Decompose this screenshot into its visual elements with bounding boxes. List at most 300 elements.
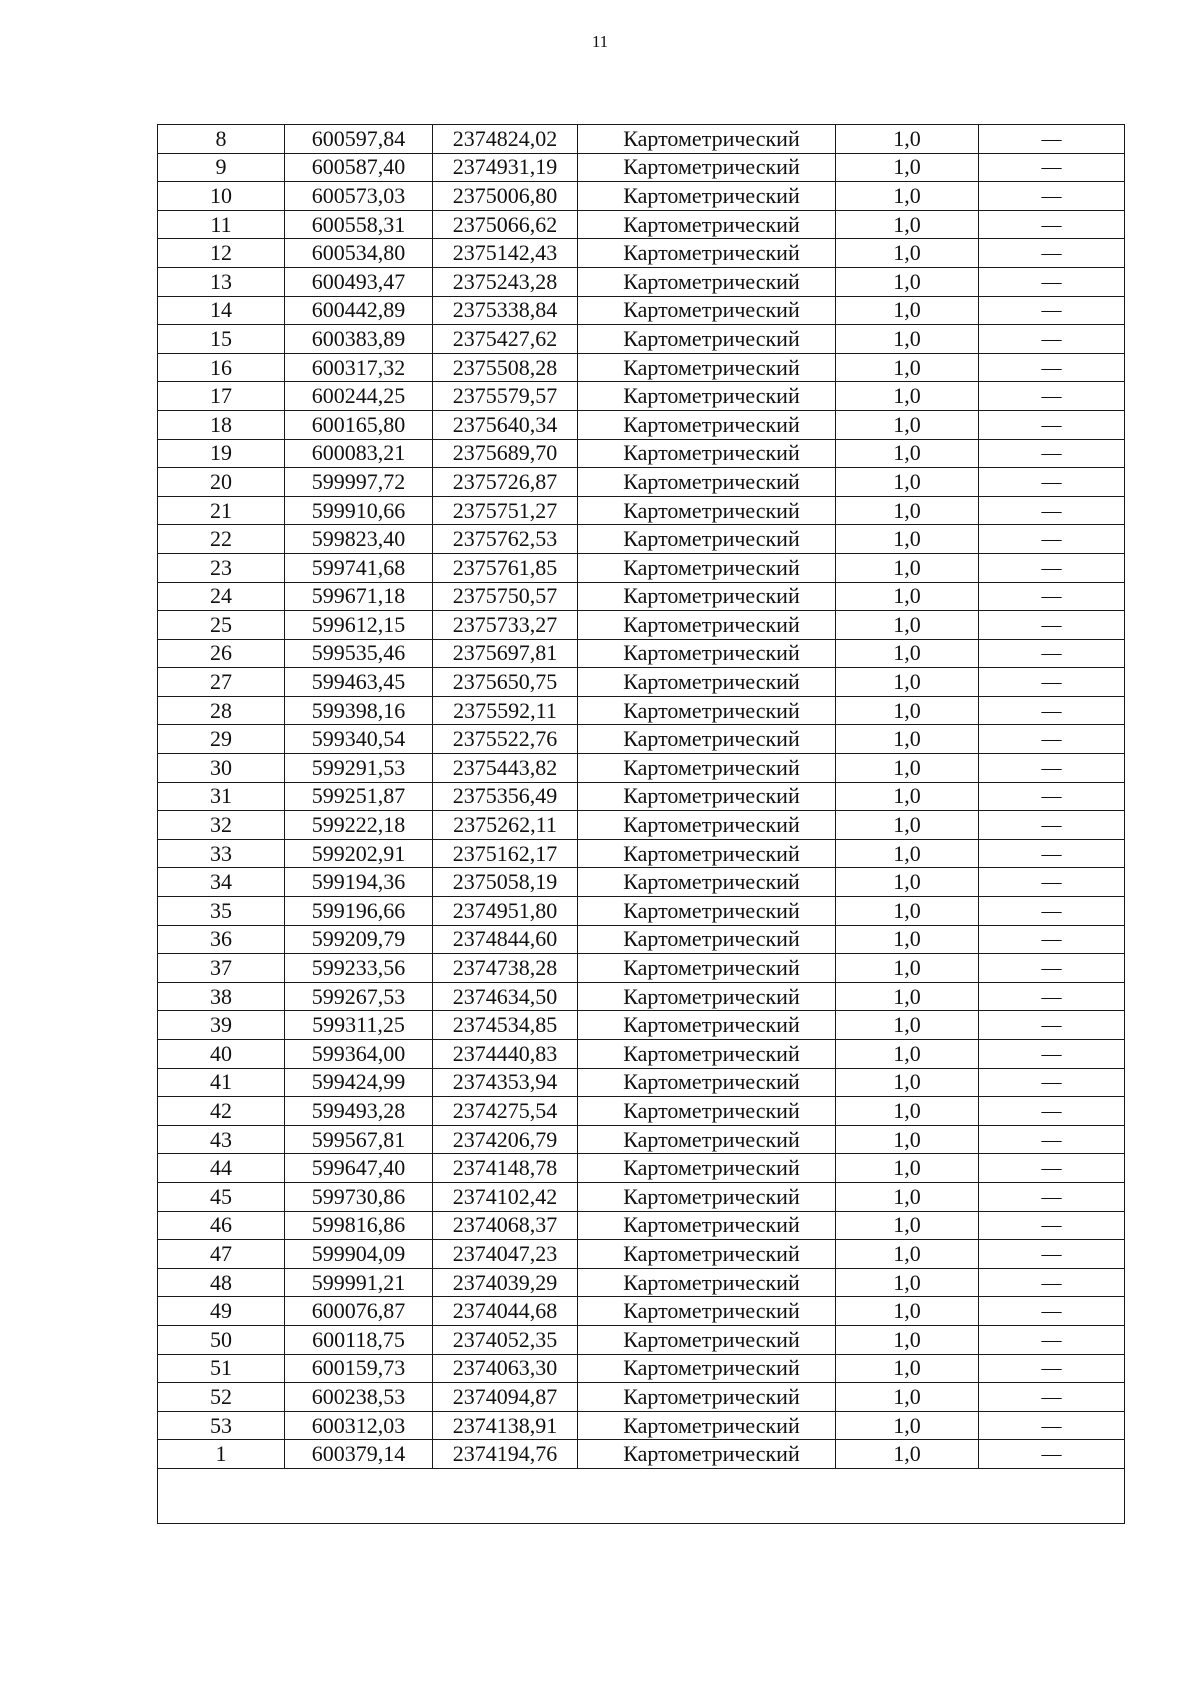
method-cell: Картометрический [578, 925, 836, 954]
table-row [158, 496, 1125, 525]
method-cell: Картометрический [578, 1011, 836, 1040]
accuracy-cell: 1,0 [836, 1297, 979, 1326]
note-cell: — [979, 1182, 1125, 1211]
y-coordinate-cell: 2374824,02 [433, 125, 578, 154]
y-coordinate-cell: 2374951,80 [433, 897, 578, 926]
table-row [158, 1411, 1125, 1440]
x-coordinate-cell: 599904,09 [285, 1240, 433, 1269]
accuracy-cell: 1,0 [836, 611, 979, 640]
note-cell: — [979, 153, 1125, 182]
method-cell: Картометрический [578, 1068, 836, 1097]
point-number-cell: 31 [158, 782, 285, 811]
point-number-cell: 51 [158, 1354, 285, 1383]
method-cell: Картометрический [578, 897, 836, 926]
method-cell: Картометрический [578, 611, 836, 640]
accuracy-cell: 1,0 [836, 267, 979, 296]
table-row [158, 1240, 1125, 1269]
x-coordinate-cell: 600238,53 [285, 1383, 433, 1412]
y-coordinate-cell: 2375243,28 [433, 267, 578, 296]
y-coordinate-cell: 2375579,57 [433, 382, 578, 411]
point-number-cell: 8 [158, 125, 285, 154]
table-row [158, 1268, 1125, 1297]
accuracy-cell: 1,0 [836, 754, 979, 783]
table-row [158, 611, 1125, 640]
accuracy-cell: 1,0 [836, 1325, 979, 1354]
table-row [158, 1297, 1125, 1326]
accuracy-cell: 1,0 [836, 582, 979, 611]
y-coordinate-cell: 2374068,37 [433, 1211, 578, 1240]
point-number-cell: 29 [158, 725, 285, 754]
point-number-cell: 14 [158, 296, 285, 325]
y-coordinate-cell: 2374044,68 [433, 1297, 578, 1326]
method-cell: Картометрический [578, 267, 836, 296]
x-coordinate-cell: 599997,72 [285, 468, 433, 497]
x-coordinate-cell: 599251,87 [285, 782, 433, 811]
x-coordinate-cell: 599194,36 [285, 868, 433, 897]
point-number-cell: 18 [158, 410, 285, 439]
y-coordinate-cell: 2374353,94 [433, 1068, 578, 1097]
coordinates-table [157, 124, 1125, 1524]
y-coordinate-cell: 2375689,70 [433, 439, 578, 468]
note-cell: — [979, 1097, 1125, 1126]
table-row [158, 868, 1125, 897]
note-cell: — [979, 754, 1125, 783]
y-coordinate-cell: 2375726,87 [433, 468, 578, 497]
table-row [158, 1325, 1125, 1354]
note-cell: — [979, 668, 1125, 697]
point-number-cell: 41 [158, 1068, 285, 1097]
method-cell: Картометрический [578, 725, 836, 754]
method-cell: Картометрический [578, 239, 836, 268]
method-cell: Картометрический [578, 1211, 836, 1240]
table-row [158, 582, 1125, 611]
note-cell: — [979, 1354, 1125, 1383]
table-row [158, 811, 1125, 840]
x-coordinate-cell: 600587,40 [285, 153, 433, 182]
coordinates-table-body [158, 125, 1125, 1524]
x-coordinate-cell: 599291,53 [285, 754, 433, 783]
y-coordinate-cell: 2374047,23 [433, 1240, 578, 1269]
table-row [158, 353, 1125, 382]
method-cell: Картометрический [578, 639, 836, 668]
x-coordinate-cell: 599741,68 [285, 553, 433, 582]
note-cell: — [979, 496, 1125, 525]
note-cell: — [979, 468, 1125, 497]
point-number-cell: 10 [158, 182, 285, 211]
x-coordinate-cell: 600558,31 [285, 210, 433, 239]
x-coordinate-cell: 599364,00 [285, 1040, 433, 1069]
table-row [158, 925, 1125, 954]
y-coordinate-cell: 2374138,91 [433, 1411, 578, 1440]
method-cell: Картометрический [578, 1125, 836, 1154]
y-coordinate-cell: 2375750,57 [433, 582, 578, 611]
method-cell: Картометрический [578, 954, 836, 983]
point-number-cell: 30 [158, 754, 285, 783]
table-row [158, 754, 1125, 783]
accuracy-cell: 1,0 [836, 296, 979, 325]
table-row [158, 1040, 1125, 1069]
x-coordinate-cell: 600493,47 [285, 267, 433, 296]
table-row [158, 668, 1125, 697]
method-cell: Картометрический [578, 182, 836, 211]
y-coordinate-cell: 2374039,29 [433, 1268, 578, 1297]
x-coordinate-cell: 599612,15 [285, 611, 433, 640]
y-coordinate-cell: 2375443,82 [433, 754, 578, 783]
point-number-cell: 34 [158, 868, 285, 897]
note-cell: — [979, 839, 1125, 868]
y-coordinate-cell: 2375650,75 [433, 668, 578, 697]
y-coordinate-cell: 2374206,79 [433, 1125, 578, 1154]
note-cell: — [979, 210, 1125, 239]
note-cell: — [979, 582, 1125, 611]
x-coordinate-cell: 599730,86 [285, 1182, 433, 1211]
point-number-cell: 50 [158, 1325, 285, 1354]
table-row [158, 1068, 1125, 1097]
note-cell: — [979, 1211, 1125, 1240]
point-number-cell: 17 [158, 382, 285, 411]
x-coordinate-cell: 600442,89 [285, 296, 433, 325]
accuracy-cell: 1,0 [836, 696, 979, 725]
method-cell: Картометрический [578, 839, 836, 868]
note-cell: — [979, 325, 1125, 354]
method-cell: Картометрический [578, 496, 836, 525]
accuracy-cell: 1,0 [836, 410, 979, 439]
note-cell: — [979, 125, 1125, 154]
y-coordinate-cell: 2374440,83 [433, 1040, 578, 1069]
table-row [158, 1211, 1125, 1240]
method-cell: Картометрический [578, 1182, 836, 1211]
y-coordinate-cell: 2374275,54 [433, 1097, 578, 1126]
x-coordinate-cell: 599567,81 [285, 1125, 433, 1154]
y-coordinate-cell: 2375006,80 [433, 182, 578, 211]
accuracy-cell: 1,0 [836, 668, 979, 697]
note-cell: — [979, 725, 1125, 754]
note-cell: — [979, 868, 1125, 897]
accuracy-cell: 1,0 [836, 439, 979, 468]
table-row [158, 954, 1125, 983]
accuracy-cell: 1,0 [836, 639, 979, 668]
table-row [158, 468, 1125, 497]
note-cell: — [979, 1383, 1125, 1412]
x-coordinate-cell: 600159,73 [285, 1354, 433, 1383]
accuracy-cell: 1,0 [836, 839, 979, 868]
accuracy-cell: 1,0 [836, 1240, 979, 1269]
table-row [158, 1383, 1125, 1412]
note-cell: — [979, 1268, 1125, 1297]
note-cell: — [979, 982, 1125, 1011]
method-cell: Картометрический [578, 210, 836, 239]
x-coordinate-cell: 599222,18 [285, 811, 433, 840]
point-number-cell: 9 [158, 153, 285, 182]
x-coordinate-cell: 600118,75 [285, 1325, 433, 1354]
method-cell: Картометрический [578, 325, 836, 354]
y-coordinate-cell: 2375592,11 [433, 696, 578, 725]
method-cell: Картометрический [578, 1325, 836, 1354]
point-number-cell: 39 [158, 1011, 285, 1040]
accuracy-cell: 1,0 [836, 553, 979, 582]
point-number-cell: 45 [158, 1182, 285, 1211]
note-cell: — [979, 1011, 1125, 1040]
method-cell: Картометрический [578, 868, 836, 897]
accuracy-cell: 1,0 [836, 353, 979, 382]
method-cell: Картометрический [578, 1268, 836, 1297]
point-number-cell: 35 [158, 897, 285, 926]
note-cell: — [979, 1440, 1125, 1469]
accuracy-cell: 1,0 [836, 982, 979, 1011]
y-coordinate-cell: 2375142,43 [433, 239, 578, 268]
x-coordinate-cell: 599424,99 [285, 1068, 433, 1097]
x-coordinate-cell: 600312,03 [285, 1411, 433, 1440]
y-coordinate-cell: 2375522,76 [433, 725, 578, 754]
accuracy-cell: 1,0 [836, 1182, 979, 1211]
point-number-cell: 26 [158, 639, 285, 668]
note-cell: — [979, 954, 1125, 983]
table-row [158, 982, 1125, 1011]
note-cell: — [979, 182, 1125, 211]
note-cell: — [979, 1325, 1125, 1354]
y-coordinate-cell: 2375427,62 [433, 325, 578, 354]
note-cell: — [979, 439, 1125, 468]
point-number-cell: 13 [158, 267, 285, 296]
note-cell: — [979, 925, 1125, 954]
method-cell: Картометрический [578, 382, 836, 411]
accuracy-cell: 1,0 [836, 925, 979, 954]
y-coordinate-cell: 2374634,50 [433, 982, 578, 1011]
accuracy-cell: 1,0 [836, 239, 979, 268]
accuracy-cell: 1,0 [836, 1154, 979, 1183]
accuracy-cell: 1,0 [836, 382, 979, 411]
y-coordinate-cell: 2375697,81 [433, 639, 578, 668]
table-row [158, 553, 1125, 582]
note-cell: — [979, 410, 1125, 439]
method-cell: Картометрический [578, 525, 836, 554]
y-coordinate-cell: 2375751,27 [433, 496, 578, 525]
table-row [158, 839, 1125, 868]
x-coordinate-cell: 600379,14 [285, 1440, 433, 1469]
note-cell: — [979, 897, 1125, 926]
table-row [158, 325, 1125, 354]
method-cell: Картометрический [578, 553, 836, 582]
y-coordinate-cell: 2375162,17 [433, 839, 578, 868]
point-number-cell: 49 [158, 1297, 285, 1326]
y-coordinate-cell: 2374094,87 [433, 1383, 578, 1412]
table-row [158, 696, 1125, 725]
y-coordinate-cell: 2375508,28 [433, 353, 578, 382]
y-coordinate-cell: 2374534,85 [433, 1011, 578, 1040]
point-number-cell: 44 [158, 1154, 285, 1183]
point-number-cell: 38 [158, 982, 285, 1011]
accuracy-cell: 1,0 [836, 1354, 979, 1383]
point-number-cell: 33 [158, 839, 285, 868]
accuracy-cell: 1,0 [836, 1383, 979, 1412]
method-cell: Картометрический [578, 782, 836, 811]
table-row [158, 296, 1125, 325]
x-coordinate-cell: 600083,21 [285, 439, 433, 468]
point-number-cell: 52 [158, 1383, 285, 1412]
page-number: 11 [591, 32, 609, 51]
note-cell: — [979, 353, 1125, 382]
accuracy-cell: 1,0 [836, 1268, 979, 1297]
y-coordinate-cell: 2375762,53 [433, 525, 578, 554]
note-cell: — [979, 1125, 1125, 1154]
note-cell: — [979, 1068, 1125, 1097]
x-coordinate-cell: 600165,80 [285, 410, 433, 439]
x-coordinate-cell: 600534,80 [285, 239, 433, 268]
accuracy-cell: 1,0 [836, 1011, 979, 1040]
note-cell: — [979, 296, 1125, 325]
note-cell: — [979, 782, 1125, 811]
y-coordinate-cell: 2374194,76 [433, 1440, 578, 1469]
accuracy-cell: 1,0 [836, 897, 979, 926]
method-cell: Картометрический [578, 1154, 836, 1183]
method-cell: Картометрический [578, 982, 836, 1011]
point-number-cell: 15 [158, 325, 285, 354]
point-number-cell: 25 [158, 611, 285, 640]
x-coordinate-cell: 600317,32 [285, 353, 433, 382]
x-coordinate-cell: 599196,66 [285, 897, 433, 926]
x-coordinate-cell: 599233,56 [285, 954, 433, 983]
x-coordinate-cell: 599463,45 [285, 668, 433, 697]
method-cell: Картометрический [578, 696, 836, 725]
method-cell: Картометрический [578, 582, 836, 611]
note-cell: — [979, 1240, 1125, 1269]
x-coordinate-cell: 600597,84 [285, 125, 433, 154]
method-cell: Картометрический [578, 468, 836, 497]
x-coordinate-cell: 599311,25 [285, 1011, 433, 1040]
method-cell: Картометрический [578, 1383, 836, 1412]
point-number-cell: 27 [158, 668, 285, 697]
note-cell: — [979, 1154, 1125, 1183]
table-row [158, 382, 1125, 411]
accuracy-cell: 1,0 [836, 782, 979, 811]
table-row [158, 153, 1125, 182]
y-coordinate-cell: 2375262,11 [433, 811, 578, 840]
x-coordinate-cell: 600573,03 [285, 182, 433, 211]
point-number-cell: 40 [158, 1040, 285, 1069]
point-number-cell: 47 [158, 1240, 285, 1269]
method-cell: Картометрический [578, 1240, 836, 1269]
accuracy-cell: 1,0 [836, 210, 979, 239]
x-coordinate-cell: 599823,40 [285, 525, 433, 554]
accuracy-cell: 1,0 [836, 1068, 979, 1097]
table-row [158, 782, 1125, 811]
note-cell: — [979, 611, 1125, 640]
y-coordinate-cell: 2374931,19 [433, 153, 578, 182]
x-coordinate-cell: 599267,53 [285, 982, 433, 1011]
y-coordinate-cell: 2375356,49 [433, 782, 578, 811]
x-coordinate-cell: 599202,91 [285, 839, 433, 868]
y-coordinate-cell: 2374052,35 [433, 1325, 578, 1354]
accuracy-cell: 1,0 [836, 125, 979, 154]
point-number-cell: 24 [158, 582, 285, 611]
point-number-cell: 36 [158, 925, 285, 954]
accuracy-cell: 1,0 [836, 954, 979, 983]
method-cell: Картометрический [578, 1097, 836, 1126]
accuracy-cell: 1,0 [836, 496, 979, 525]
point-number-cell: 12 [158, 239, 285, 268]
method-cell: Картометрический [578, 410, 836, 439]
y-coordinate-cell: 2374063,30 [433, 1354, 578, 1383]
table-row [158, 410, 1125, 439]
x-coordinate-cell: 599647,40 [285, 1154, 433, 1183]
point-number-cell: 28 [158, 696, 285, 725]
point-number-cell: 46 [158, 1211, 285, 1240]
x-coordinate-cell: 600244,25 [285, 382, 433, 411]
method-cell: Картометрический [578, 1297, 836, 1326]
note-cell: — [979, 1411, 1125, 1440]
y-coordinate-cell: 2375058,19 [433, 868, 578, 897]
note-cell: — [979, 553, 1125, 582]
table-row [158, 1097, 1125, 1126]
point-number-cell: 43 [158, 1125, 285, 1154]
accuracy-cell: 1,0 [836, 325, 979, 354]
table-row [158, 239, 1125, 268]
y-coordinate-cell: 2375338,84 [433, 296, 578, 325]
note-cell: — [979, 811, 1125, 840]
method-cell: Картометрический [578, 668, 836, 697]
accuracy-cell: 1,0 [836, 811, 979, 840]
table-row [158, 725, 1125, 754]
table-row [158, 1440, 1125, 1469]
method-cell: Картометрический [578, 1411, 836, 1440]
x-coordinate-cell: 600383,89 [285, 325, 433, 354]
table-row [158, 1154, 1125, 1183]
accuracy-cell: 1,0 [836, 1211, 979, 1240]
note-cell: — [979, 239, 1125, 268]
note-cell: — [979, 525, 1125, 554]
accuracy-cell: 1,0 [836, 725, 979, 754]
x-coordinate-cell: 599340,54 [285, 725, 433, 754]
accuracy-cell: 1,0 [836, 1440, 979, 1469]
table-row [158, 1354, 1125, 1383]
point-number-cell: 1 [158, 1440, 285, 1469]
table-row [158, 182, 1125, 211]
note-cell: — [979, 696, 1125, 725]
accuracy-cell: 1,0 [836, 1125, 979, 1154]
point-number-cell: 20 [158, 468, 285, 497]
point-number-cell: 11 [158, 210, 285, 239]
table-row [158, 439, 1125, 468]
accuracy-cell: 1,0 [836, 1040, 979, 1069]
method-cell: Картометрический [578, 353, 836, 382]
method-cell: Картометрический [578, 754, 836, 783]
accuracy-cell: 1,0 [836, 525, 979, 554]
accuracy-cell: 1,0 [836, 1097, 979, 1126]
y-coordinate-cell: 2374148,78 [433, 1154, 578, 1183]
point-number-cell: 37 [158, 954, 285, 983]
x-coordinate-cell: 599991,21 [285, 1268, 433, 1297]
point-number-cell: 22 [158, 525, 285, 554]
y-coordinate-cell: 2374844,60 [433, 925, 578, 954]
accuracy-cell: 1,0 [836, 182, 979, 211]
method-cell: Картометрический [578, 811, 836, 840]
accuracy-cell: 1,0 [836, 153, 979, 182]
table-row [158, 525, 1125, 554]
point-number-cell: 23 [158, 553, 285, 582]
x-coordinate-cell: 599535,46 [285, 639, 433, 668]
y-coordinate-cell: 2374738,28 [433, 954, 578, 983]
x-coordinate-cell: 599493,28 [285, 1097, 433, 1126]
note-cell: — [979, 1297, 1125, 1326]
note-cell: — [979, 639, 1125, 668]
x-coordinate-cell: 599910,66 [285, 496, 433, 525]
accuracy-cell: 1,0 [836, 1411, 979, 1440]
table-row [158, 210, 1125, 239]
method-cell: Картометрический [578, 1040, 836, 1069]
table-row [158, 639, 1125, 668]
accuracy-cell: 1,0 [836, 868, 979, 897]
point-number-cell: 21 [158, 496, 285, 525]
